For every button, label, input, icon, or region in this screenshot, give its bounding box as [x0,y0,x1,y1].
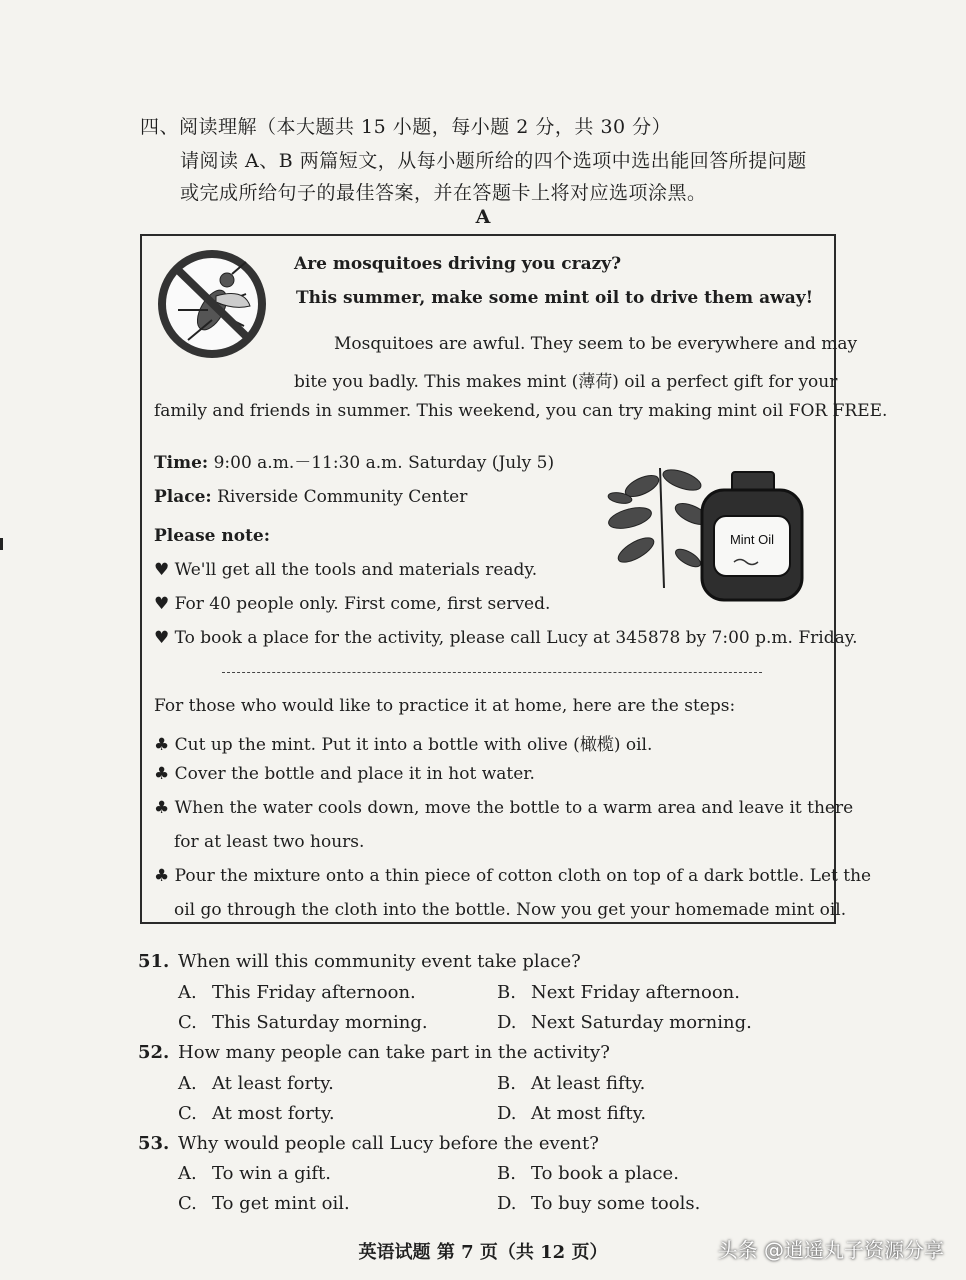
question-text: When will this community event take place? [178,951,581,972]
note-item: ♥ We'll get all the tools and materials ready. [154,560,538,580]
dashed-divider [222,672,762,673]
no-mosquito-icon [154,248,272,360]
option-51-c: C. This Saturday morning. [178,1012,428,1033]
event-place [154,487,467,507]
steps-intro: For those who would like to practice it at home, here are the steps: [154,696,736,716]
intro-line-3: family and friends in summer. This weekend, you can try making mint oil FOR FREE. [154,401,888,421]
question-51 [138,951,581,972]
place-label: Place: [154,487,212,507]
question-text: Why would people call Lucy before the event? [178,1133,599,1154]
option-53-d: D. To buy some tools. [497,1193,701,1214]
step-item: ♣ Cut up the mint. Put it into a bottle with olive (橄榄) oil. [154,735,653,755]
option-52-d: D. At most fifty. [497,1103,647,1124]
step-item-continued: oil go through the cloth into the bottle. Now you get your homemade mint oil. [174,900,847,920]
time-label: Time: [154,453,209,473]
step-item: ♣ Pour the mixture onto a thin piece of cotton cloth on top of a dark bottle. Let the [154,866,872,886]
question-53 [138,1133,599,1154]
option-53-b: B. To book a place. [497,1163,679,1184]
place-value: Riverside Community Center [217,487,468,507]
question-number: 52. [138,1042,170,1063]
instruction-line-1: 请阅读 A、B 两篇短文，从每小题所给的四个选项中选出能回答所提问题 [180,150,807,172]
page-edge-mark [0,538,3,550]
question-52 [138,1042,610,1063]
intro-line-2: bite you badly. This makes mint (薄荷) oil a perfect gift for your [294,372,838,392]
time-value: 9:00 a.m.－11:30 a.m. Saturday (July 5) [213,453,555,473]
headline-1: Are mosquitoes driving you crazy? [294,254,622,274]
event-time [154,448,554,473]
note-item: ♥ To book a place for the activity, please call Lucy at 345878 by 7:00 p.m. Friday. [154,628,858,648]
question-text: How many people can take part in the activity? [178,1042,610,1063]
option-51-b: B. Next Friday afternoon. [497,982,740,1003]
section-heading: 四、阅读理解（本大题共 15 小题，每小题 2 分，共 30 分） [140,116,672,138]
option-53-c: C. To get mint oil. [178,1193,350,1214]
note-label: Please note: [154,526,271,546]
option-51-d: D. Next Saturday morning. [497,1012,752,1033]
mint-leaves-icon [606,466,711,588]
bottle-label: Mint Oil [729,532,775,547]
option-52-b: B. At least fifty. [497,1073,646,1094]
option-52-c: C. At most forty. [178,1103,335,1124]
step-item: ♣ When the water cools down, move the bottle to a warm area and leave it there [154,798,854,818]
question-number: 53. [138,1133,170,1154]
mint-oil-illustration [602,458,812,606]
step-item-continued: for at least two hours. [174,832,365,852]
watermark: 头条 @逍遥丸子资源分享 [717,1238,944,1262]
instruction-line-2: 或完成所给句子的最佳答案，并在答题卡上将对应选项涂黑。 [180,182,707,204]
passage-letter: A [475,206,491,228]
intro-line-1: Mosquitoes are awful. They seem to be everywhere and may [334,334,858,354]
page-footer: 英语试题 第 7 页（共 12 页） [358,1242,608,1263]
option-53-a: A. To win a gift. [178,1163,331,1184]
question-number: 51. [138,951,170,972]
advertisement-box [140,234,888,924]
note-item: ♥ For 40 people only. First come, first served. [154,594,551,614]
headline-2: This summer, make some mint oil to drive them away! [296,288,814,308]
step-item: ♣ Cover the bottle and place it in hot water. [154,764,535,784]
option-51-a: A. This Friday afternoon. [178,982,416,1003]
option-52-a: A. At least forty. [178,1073,334,1094]
